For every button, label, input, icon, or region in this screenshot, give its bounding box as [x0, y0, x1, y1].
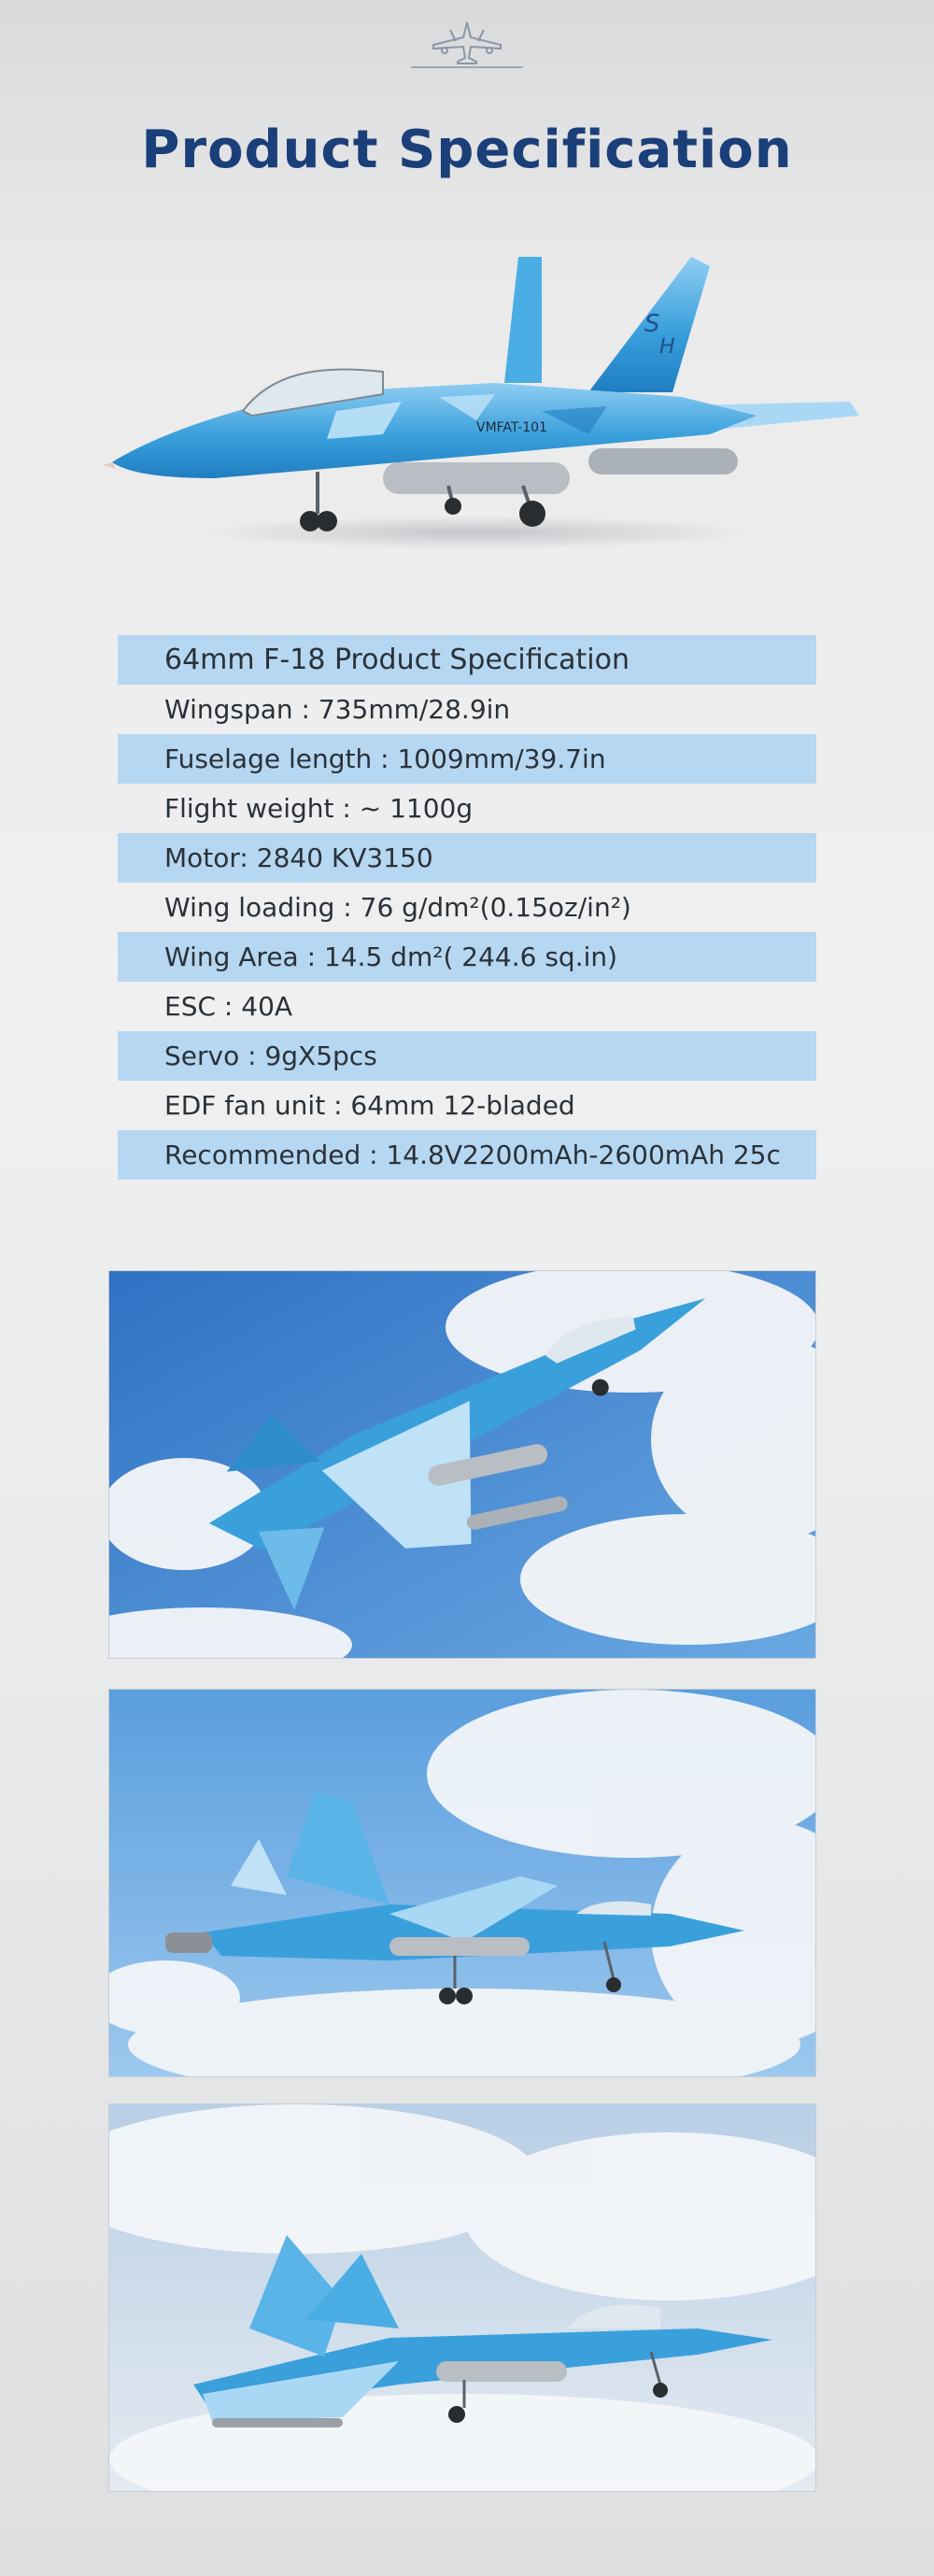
spec-row-motor: Motor: 2840 KV3150: [118, 833, 816, 883]
svg-text:VMFAT-101: VMFAT-101: [476, 420, 547, 435]
spec-row-flight-weight: Flight weight : ~ 1100g: [164, 793, 474, 824]
spec-table: [118, 635, 816, 1180]
f18-jet-model-image: [103, 234, 869, 560]
spec-row-wing-area: Wing Area : 14.5 dm²( 244.6 sq.in): [118, 932, 816, 982]
spec-row-fuselage-length: Fuselage length : 1009mm/39.7in: [118, 734, 816, 784]
jet-in-flight-photo-3: [108, 2103, 816, 2492]
spec-heading: 64mm F-18 Product Specification: [118, 635, 816, 685]
spec-row-esc: ESC : 40A: [164, 991, 293, 1022]
page-title: Product Specification: [141, 120, 793, 180]
spec-row-wing-loading: Wing loading : 76 g/dm²(0.15oz/in²): [164, 892, 631, 923]
svg-text:H: H: [659, 335, 675, 359]
spec-row-recommended: Recommended : 14.8V2200mAh-2600mAh 25c: [118, 1130, 816, 1180]
spec-row-servo: Servo : 9gX5pcs: [118, 1031, 816, 1081]
spec-row-edf-fan-unit: EDF fan unit : 64mm 12-bladed: [164, 1090, 575, 1121]
jet-in-flight-photo-1: [108, 1270, 816, 1659]
spec-row-wingspan: Wingspan : 735mm/28.9in: [164, 694, 511, 725]
svg-text:S: S: [644, 310, 660, 338]
fighter-jet-logo-icon: [407, 17, 527, 69]
jet-in-flight-photo-2: [108, 1689, 816, 2077]
